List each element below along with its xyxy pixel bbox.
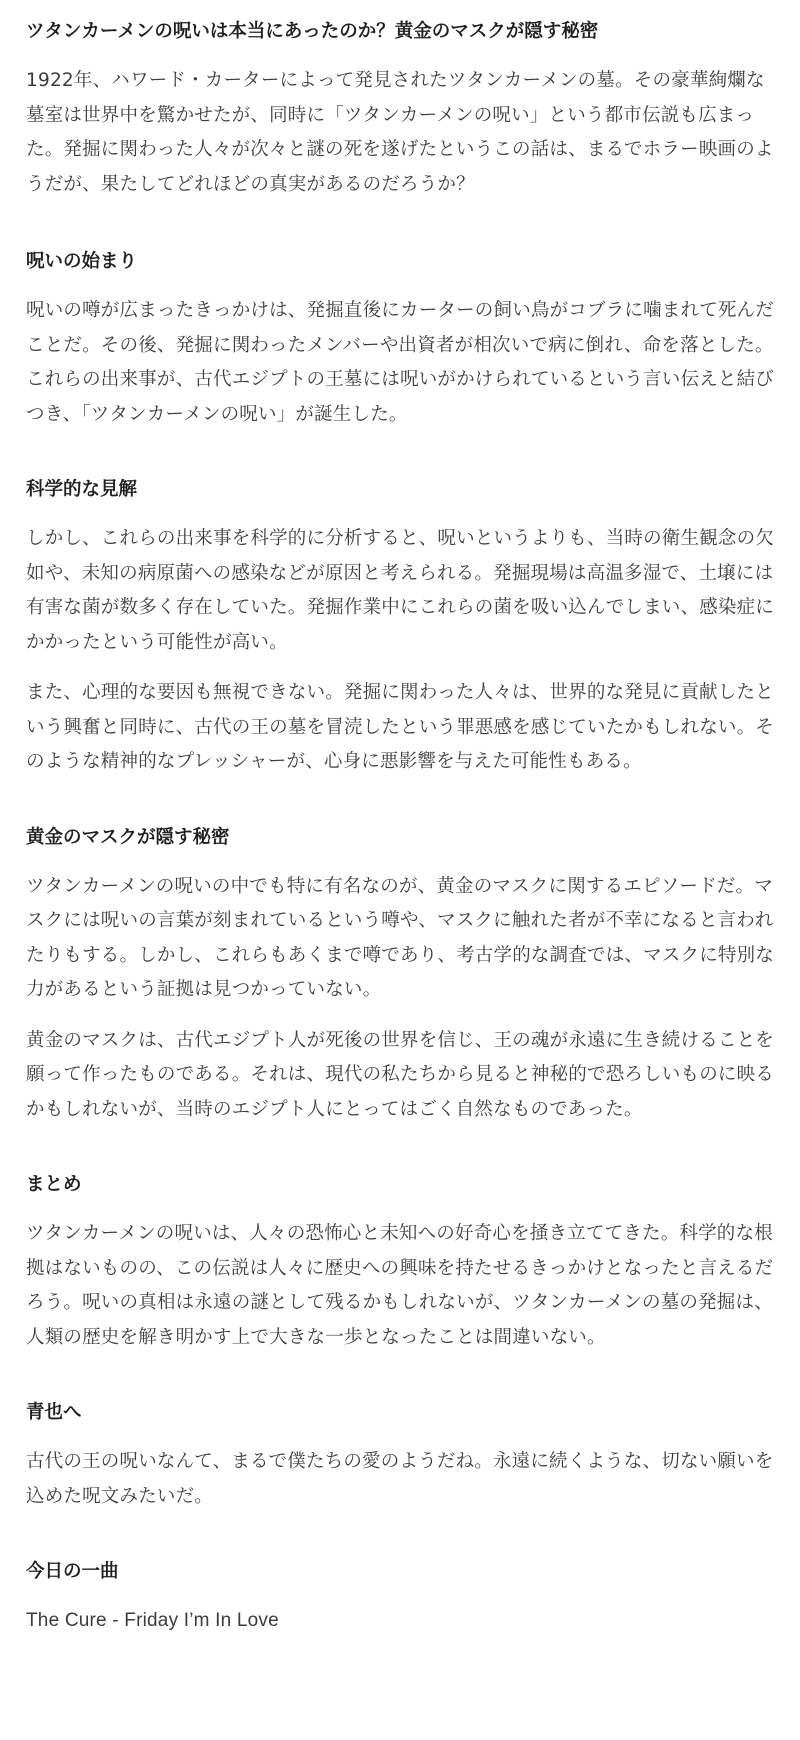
section-paragraph: 呪いの噂が広まったきっかけは、発掘直後にカーターの飼い鳥がコブラに噛まれて死んだことだ。その後、発掘に関わったメンバーや出資者が相次いで病に倒れ、命を落とした。これらの出来事が、古代エジプトの王墓には呪いがかけられているという言い伝えと結びつき、「ツタンカーメンの呪い」が誕生した。 xyxy=(26,300,775,425)
section-paragraph: ツタンカーメンの呪いの中でも特に有名なのが、黄金のマスクに関するエピソードだ。マスクには呪いの言葉が刻まれているという噂や、マスクに触れた者が不幸になると言われたりもする。しかし、これらもあくまで噂であり、考古学的な調査では、マスクに特別な力があるという証拠は見つかっていない。 xyxy=(26,875,775,1000)
section-heading-song-of-the-day: 今日の一曲 xyxy=(26,1561,119,1582)
section-paragraph: また、心理的な要因も無視できない。発掘に関わった人々は、世界的な発見に貢献したという興奮と同時に、古代の王の墓を冒涜したという罪悪感を感じていたかもしれない。そのような精神的なプレッシャーが、心身に悪影響を与えた可能性もある。 xyxy=(26,682,775,772)
section-heading-golden-mask: 黄金のマスクが隠す秘密 xyxy=(26,826,230,848)
song-of-the-day: The Cure - Friday I’m In Love xyxy=(26,1610,279,1631)
section-paragraph: 黄金のマスクは、古代エジプト人が死後の世界を信じ、王の魂が永遠に生き続けることを願って作ったものである。それは、現代の私たちから見ると神秘的で恐ろしいものに映るかもしれないが、当時のエジプト人にとってはごく自然なものであった。 xyxy=(26,1029,775,1120)
section-paragraph: しかし、これらの出来事を科学的に分析すると、呪いというよりも、当時の衛生観念の欠如や、未知の病原菌への感染などが原因と考えられる。発掘現場は高温多湿で、土壌には有害な菌が数多く存在していた。発掘作業中にこれらの菌を吸い込んでしまい、感染症にかかったという可能性が高い。 xyxy=(26,528,775,653)
section-heading-curse-origin: 呪いの始まり xyxy=(26,251,138,272)
section-heading-summary: まとめ xyxy=(26,1174,82,1195)
article-title: ツタンカーメンの呪いは本当にあったのか？黄金のマスクが隠す秘密 xyxy=(26,21,599,42)
section-heading-scientific-view: 科学的な見解 xyxy=(26,479,138,500)
section-paragraph: ツタンカーメンの呪いは、人々の恐怖心と未知への好奇心を掻き立ててきた。科学的な根拠はないものの、この伝説は人々に歴史への興味を持たせるきっかけとなったと言えるだろう。呪いの真相は永遠の謎として残るかもしれないが、ツタンカーメンの墓の発掘は、人類の歴史を解き明かす上で大きな一歩となったことは間違いない。 xyxy=(26,1223,774,1348)
intro-paragraph: 1922年、ハワード・カーターによって発見されたツタンカーメンの墓。その豪華絢爛な墓室は世界中を驚かせたが、同時に「ツタンカーメンの呪い」という都市伝説も広まった。発掘に関わった人々が次々と謎の死を遂げたというこの話は、まるでホラー映画のようだが、果たしてどれほどの真実があるのだろうか？ xyxy=(26,70,774,195)
section-paragraph: 古代の王の呪いなんて、まるで僕たちの愛のようだね。永遠に続くような、切ない願いを込めた呪文みたいだ。 xyxy=(26,1451,774,1507)
section-heading-to-seiya: 青也へ xyxy=(26,1402,82,1423)
